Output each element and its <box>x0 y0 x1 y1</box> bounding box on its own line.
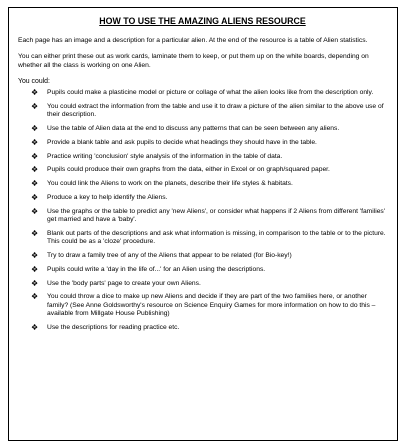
list-item-text: Use the descriptions for reading practice etc. <box>47 323 180 331</box>
intro-paragraph-2: You can either print these out as work cards, laminate them to keep, or put them up on the white boards, depending on whether all the class is working on one Alien. <box>18 53 369 69</box>
list-item-text: Pupils could produce their own graphs from the data, either in Excel or on graph/squared paper. <box>47 166 330 174</box>
list-item <box>18 125 387 133</box>
list-item <box>18 180 387 188</box>
bullet-icon: ❖ <box>31 264 39 274</box>
list-item <box>18 293 387 318</box>
list-item-text: Pupils could make a plasticine model or picture or collage of what the alien looks like from the description only. <box>47 89 374 97</box>
list-item <box>18 266 387 274</box>
list-item-text: Produce a key to help identify the Aliens. <box>47 194 168 202</box>
list-item <box>18 230 387 247</box>
list-item <box>18 208 387 225</box>
list-item-text: You could link the Aliens to work on the planets, describe their life styles & habitats. <box>47 180 293 188</box>
bullet-icon: ❖ <box>31 124 39 134</box>
bullet-icon: ❖ <box>31 165 39 175</box>
bullet-icon: ❖ <box>31 251 39 261</box>
bullet-icon: ❖ <box>31 137 39 147</box>
bullet-icon: ❖ <box>31 151 39 161</box>
bullet-icon: ❖ <box>31 88 39 98</box>
bullet-icon: ❖ <box>31 292 39 302</box>
list-item <box>18 280 387 288</box>
list-item <box>18 139 387 147</box>
bullet-icon: ❖ <box>31 206 39 216</box>
list-item-text: You could throw a dice to make up new Aliens and decide if they are part of the two families here, or another family? (See Anne Goldsworthy's resource on Science Enquiry Games for more information on how to do this – available from Millgate House Publishing) <box>47 293 376 318</box>
intro-paragraph-1: Each page has an image and a description for a particular alien. At the end of the resource is a table of Alien statistics. <box>18 37 368 44</box>
list-lead: You could: <box>18 77 50 85</box>
bullet-icon: ❖ <box>31 193 39 203</box>
bullet-icon: ❖ <box>31 278 39 288</box>
list-item-text: Use the table of Alien data at the end to discuss any patterns that can be seen between any aliens. <box>47 125 340 133</box>
bullet-icon: ❖ <box>31 322 39 332</box>
list-item <box>18 166 387 174</box>
activity-list <box>18 89 387 332</box>
list-item-text: Use the 'body parts' page to create your own Aliens. <box>47 279 201 287</box>
list-item <box>18 153 387 161</box>
bullet-icon: ❖ <box>31 228 39 238</box>
list-item-text: Provide a blank table and ask pupils to decide what headings they should have in the table. <box>47 138 317 146</box>
list-item-text: You could extract the information from the table and use it to draw a picture of the alien similar to the above use of their description. <box>47 102 384 119</box>
list-item-text: Use the graphs or the table to predict any 'new Aliens', or consider what happens if 2 Aliens from different 'families' get married and have a 'baby'. <box>47 207 386 224</box>
list-item <box>18 252 387 260</box>
bullet-icon: ❖ <box>31 101 39 111</box>
list-item-text: Practice writing 'conclusion' style analysis of the information in the table of data. <box>47 152 283 160</box>
list-item-text: Try to draw a family tree of any of the Aliens that appear to be related (for Bio-key!) <box>47 252 292 260</box>
bullet-icon: ❖ <box>31 179 39 189</box>
document-title: HOW TO USE THE AMAZING ALIENS RESOURCE <box>99 16 306 26</box>
list-item <box>18 103 387 120</box>
list-item <box>18 324 387 332</box>
list-item-text: Blank out parts of the descriptions and ask what information is missing, in comparison to the table or to the picture. This could be as a 'cloze' procedure. <box>47 229 386 246</box>
list-item <box>18 89 387 97</box>
list-item <box>18 194 387 202</box>
list-item-text: Pupils could write a 'day in the life of...' for an Alien using the descriptions. <box>47 265 266 273</box>
document-frame <box>8 7 398 441</box>
